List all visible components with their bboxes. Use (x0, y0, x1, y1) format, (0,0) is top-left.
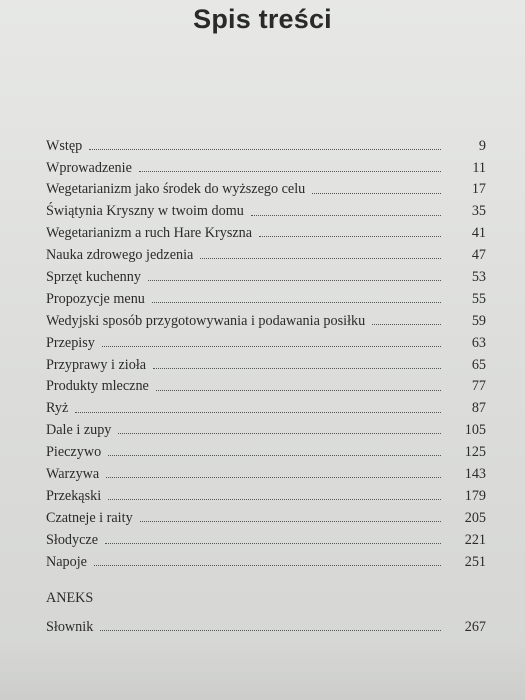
toc-entry-page: 179 (464, 487, 486, 504)
toc-entry-label: Nauka zdrowego jedzenia (46, 247, 194, 264)
toc-entry (46, 306, 486, 328)
dot-leader (100, 630, 441, 631)
toc-entry-label: Przepisy (46, 334, 95, 351)
toc-entry-label: Wstęp (46, 137, 83, 154)
dot-leader (259, 236, 441, 237)
toc-entry (46, 481, 486, 503)
dot-leader (312, 193, 441, 194)
toc-entry (46, 262, 486, 284)
toc-entry-label: Wedyjski sposób przygotowywania i podawania posiłku (46, 312, 366, 329)
toc-entry-label: Sprzęt kuchenny (46, 269, 141, 286)
toc-entry (46, 240, 486, 262)
toc-entry (46, 328, 486, 350)
toc-entry-label: Przekąski (46, 487, 102, 504)
toc-entry-label: Przyprawy i zioła (46, 356, 147, 373)
toc-entry (46, 372, 486, 394)
toc-entry-page: 125 (464, 444, 486, 461)
toc-entry-page: 11 (472, 159, 486, 176)
annex-section (46, 591, 486, 634)
toc-entry-page: 105 (464, 422, 486, 439)
toc-entry (46, 350, 486, 372)
toc-entry-page: 53 (471, 269, 486, 286)
toc-entry-label: Świątynia Kryszny w twoim domu (46, 203, 244, 220)
toc-entry (46, 416, 486, 438)
toc-entry (46, 612, 486, 634)
dot-leader (106, 477, 441, 478)
toc-entry-page: 143 (464, 466, 486, 483)
dot-leader (148, 280, 441, 281)
toc-entry-page: 47 (471, 247, 486, 264)
page-shadow (0, 640, 525, 700)
toc-entry-page: 87 (471, 400, 486, 417)
dot-leader (105, 543, 441, 544)
table-of-contents (46, 131, 486, 569)
toc-entry (46, 394, 486, 416)
toc-entry-page: 267 (464, 618, 486, 635)
toc-entry (46, 459, 486, 481)
toc-entry-page: 63 (471, 334, 486, 351)
dot-leader (94, 565, 441, 566)
toc-entry-label: Produkty mleczne (46, 378, 149, 395)
toc-entry (46, 131, 486, 153)
toc-entry-page: 221 (464, 531, 486, 548)
toc-entry-label: Napoje (46, 553, 87, 570)
toc-entry-label: Propozycje menu (46, 290, 145, 307)
toc-entry-label: Wegetarianizm a ruch Hare Kryszna (46, 225, 253, 242)
toc-entry-label: Warzywa (46, 466, 100, 483)
toc-entry-label: Wegetarianizm jako środek do wyższego celu (46, 181, 306, 198)
toc-entry-label: Słodycze (46, 531, 99, 548)
toc-entry-page: 17 (471, 181, 486, 198)
toc-entry-label: Pieczywo (46, 444, 102, 461)
dot-leader (156, 390, 441, 391)
toc-entry-label: Słownik (46, 618, 94, 635)
dot-leader (108, 455, 441, 456)
dot-leader (200, 258, 441, 259)
toc-entry-label: Dale i zupy (46, 422, 112, 439)
toc-entry-page: 35 (471, 203, 486, 220)
toc-entry (46, 547, 486, 569)
dot-leader (152, 302, 441, 303)
dot-leader (102, 346, 441, 347)
toc-entry-page: 77 (471, 378, 486, 395)
toc-entry-label: Ryż (46, 400, 69, 417)
dot-leader (139, 171, 441, 172)
dot-leader (118, 433, 441, 434)
toc-entry-label: Wprowadzenie (46, 159, 132, 176)
toc-entry-page: 59 (471, 312, 486, 329)
toc-entry-page: 251 (464, 553, 486, 570)
toc-entry (46, 197, 486, 219)
toc-entry (46, 503, 486, 525)
toc-entry (46, 153, 486, 175)
toc-entry-label: Czatneje i raity (46, 509, 133, 526)
toc-entry (46, 437, 486, 459)
dot-leader (251, 215, 441, 216)
dot-leader (153, 368, 441, 369)
toc-entry-page: 65 (471, 356, 486, 373)
dot-leader (108, 499, 441, 500)
dot-leader (75, 412, 441, 413)
toc-entry-page: 41 (471, 225, 486, 242)
toc-entry (46, 175, 486, 197)
page-title: Spis treści (193, 4, 332, 34)
toc-entry-page: 9 (478, 137, 486, 154)
toc-entry (46, 284, 486, 306)
dot-leader (89, 149, 441, 150)
annex-heading: ANEKS (46, 590, 94, 606)
toc-entry-page: 205 (464, 509, 486, 526)
dot-leader (372, 324, 441, 325)
toc-entry-page: 55 (471, 290, 486, 307)
dot-leader (140, 521, 441, 522)
toc-entry (46, 219, 486, 241)
toc-entry (46, 525, 486, 547)
